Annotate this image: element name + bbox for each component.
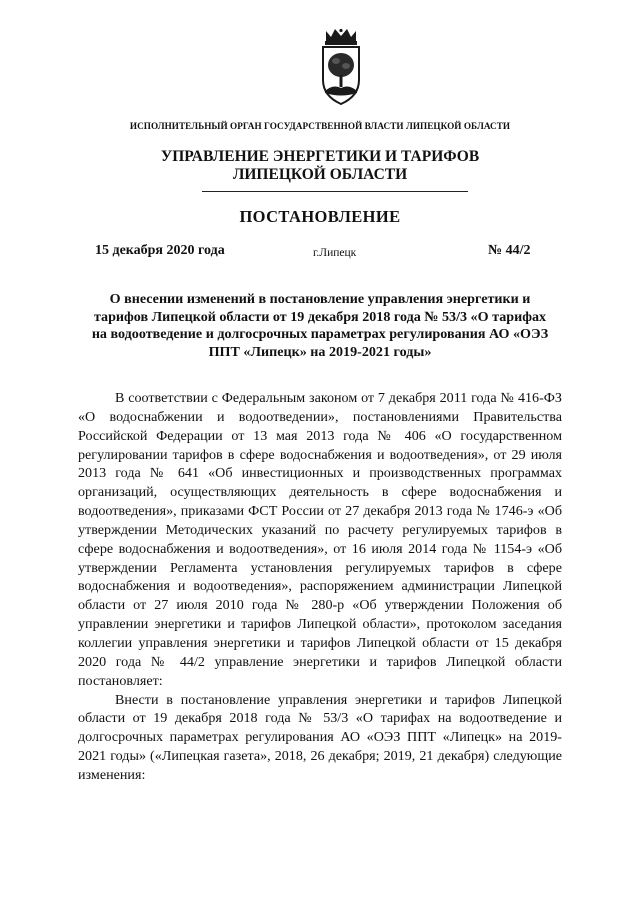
document-number: № 44/2 <box>488 243 531 258</box>
department-line-1: УПРАВЛЕНИЕ ЭНЕРГЕТИКИ И ТАРИФОВ <box>160 148 480 165</box>
document-body <box>78 389 562 785</box>
department-line-2: ЛИПЕЦКОЙ ОБЛАСТИ <box>232 166 408 183</box>
document-city: г.Липецк <box>313 247 357 259</box>
document-date: 15 декабря 2020 года <box>95 243 225 258</box>
department-name <box>0 148 640 184</box>
issuing-authority: ИСПОЛНИТЕЛЬНЫЙ ОРГАН ГОСУДАРСТВЕННОЙ ВЛАСТИ ЛИПЕЦКОЙ ОБЛАСТИ <box>129 121 511 131</box>
body-paragraph-2: Внести в постановление управления энергетики и тарифов Липецкой области от 19 декабря 2018 года № 53/3 «О тарифах на водоотведение и долгосрочных параметрах регулирования АО «ОЭЗ ППТ «Липецк» на 2019-2021 годы» («Липецкая газета», 2018, 26 декабря; 2019, 21 декабря) следующие изменения: <box>78 691 562 783</box>
body-paragraph-1: В соответствии с Федеральным законом от 7 декабря 2011 года № 416-ФЗ «О водоснабжении и водоотведении», постановлениями Правительства Российской Федерации от 13 мая 2013 года № 406 «О государственном регулировании тарифов в сфере водоснабжения и водоотведения», от 29 июля 2013 года № 641 «Об инвестиционных и производственных программах организаций, осуществляющих деятельность в сфере водоснабжения и водоотведения», приказами ФСТ России от 27 декабря 2013 года № 1746-э «Об утверждении Методических указаний по расчету регулируемых тарифов в сфере водоснабжения и водоотведения», от 16 июля 2014 года № 1154-э «Об утверждении Регламента установления регулируемых тарифов в сфере водоснабжения и водоотведения», распоряжением администрации Липецкой области от 27 июля 2010 года № 280-р «Об утверждении Положения об управлении энергетики и тарифов Липецкой области», протоколом заседания коллегии управления энергетики и тарифов Липецкой области от 15 декабря 2020 года № 44/2 управление энергетики и тарифов Липецкой области постановляет: <box>78 390 562 689</box>
lipetsk-coat-of-arms-icon <box>319 28 363 108</box>
document-type: ПОСТАНОВЛЕНИЕ <box>239 207 401 226</box>
document-title: О внесении изменений в постановление управления энергетики и тарифов Липецкой области от 19 декабря 2018 года № 53/3 «О тарифах на водоотведение и долгосрочных параметрах регулирования АО «ОЭЗ ППТ «Липецк» на 2019-2021 годы» <box>91 291 549 360</box>
header-divider <box>202 191 468 192</box>
